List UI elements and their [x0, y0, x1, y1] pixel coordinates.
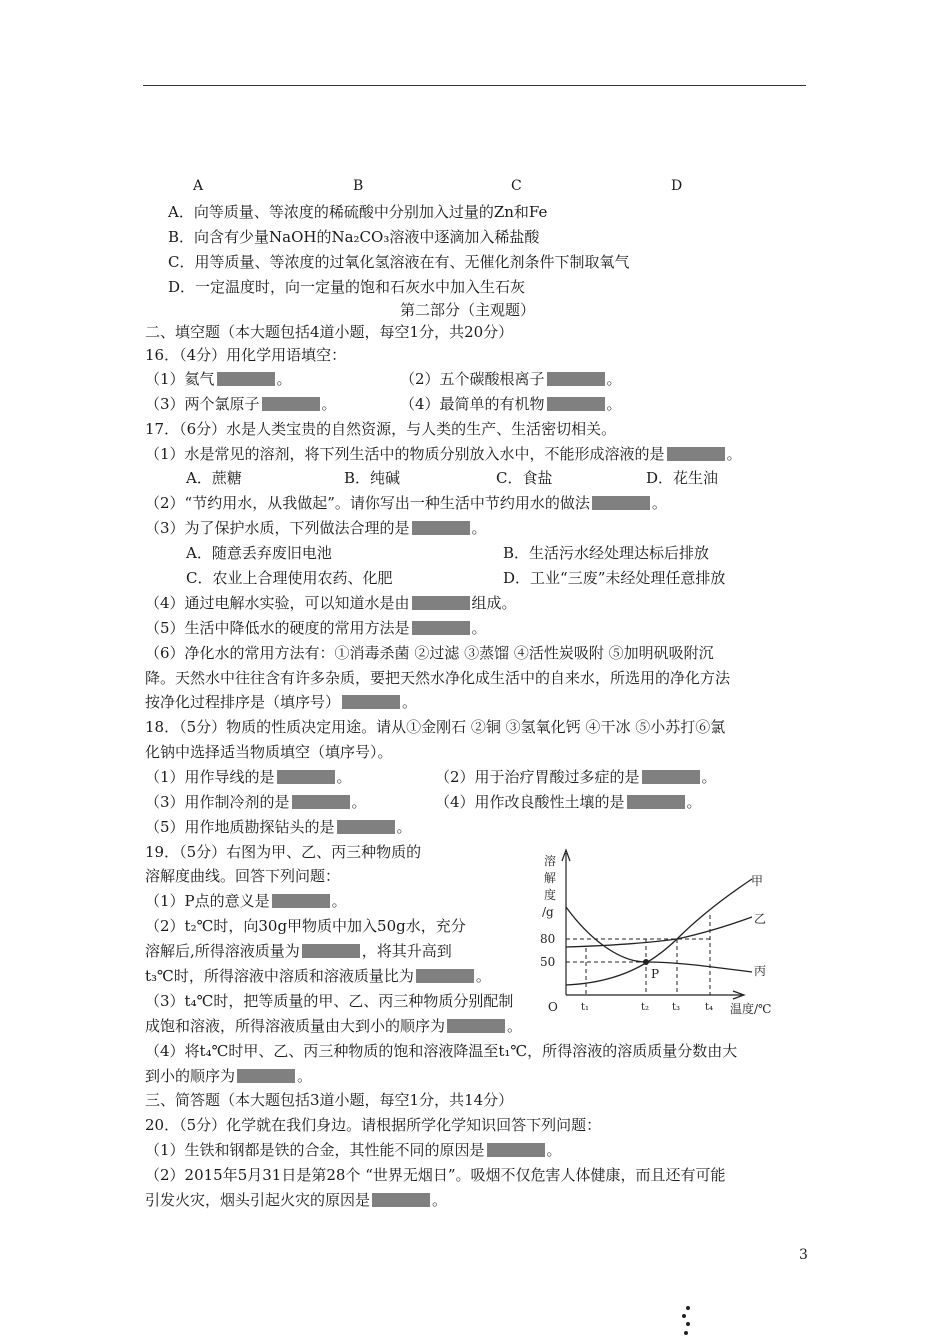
q18-item-3-text: （3）用作制冷剂的是 [145, 793, 290, 811]
origin-label: O [548, 1000, 558, 1014]
ylabel-4: /g [542, 905, 554, 919]
q19-line-5 [145, 941, 452, 961]
answer-blank[interactable] [447, 1019, 505, 1033]
answer-blank[interactable] [416, 969, 474, 983]
answer-blank[interactable] [547, 397, 605, 411]
q16-item-4: （4）最简单的有机物 。 [400, 395, 622, 413]
q17-part-4-text: （4）通过电解水实验，可以知道水是由 [145, 594, 410, 612]
q15-option-d: D．一定温度时，向一定量的饱和石灰水中加入生石灰 [168, 278, 526, 296]
answer-blank[interactable] [337, 820, 395, 834]
q17-part-2: （2）“节约用水，从我做起”。请你写出一种生活中节约用水的做法 。 [145, 494, 667, 512]
answer-blank[interactable] [642, 770, 700, 784]
q18-item-1: （1）用作导线的是 。 [145, 768, 352, 786]
ylabel-3: 度 [544, 888, 557, 902]
q17-part-6-text: 按净化过程排序是（填序号） [145, 693, 341, 711]
part2-title: 第二部分（主观题） [400, 301, 536, 319]
q19-line-4: （2）t₂℃时，向30g甲物质中加入50g水，充分 [145, 917, 466, 935]
section3-heading: 三、简答题（本大题包括3道小题，每空1分，共14分） [145, 1091, 514, 1109]
x-tick-t3: t₃ [672, 1002, 681, 1013]
answer-blank[interactable] [667, 447, 725, 461]
answer-blank[interactable] [412, 521, 470, 535]
answer-blank[interactable] [372, 1193, 430, 1207]
answer-blank[interactable] [592, 496, 650, 510]
q19-line-10: 到小的顺序为 。 [145, 1067, 313, 1085]
q18-item-2: （2）用于治疗胃酸过多症的是 。 [435, 768, 717, 786]
q18-item-4: （4）用作改良酸性土壤的是 。 [435, 793, 702, 811]
q16-item-2-text: （2）五个碳酸根离子 [400, 370, 545, 388]
x-tick-t2: t₂ [641, 1002, 650, 1013]
q16-item-2: （2）五个碳酸根离子 。 [400, 370, 622, 388]
q18-item-5: （5）用作地质勘探钻头的是 。 [145, 818, 412, 836]
y-tick-50: 50 [540, 955, 556, 969]
q19-line-9: （4）将t₄℃时甲、乙、丙三种物质的饱和溶液降温至t₁℃，所得溶液的溶质质量分数由大 [145, 1042, 738, 1060]
ylabel-2: 解 [544, 871, 557, 885]
q17-part-3-text: （3）为了保护水质，下列做法合理的是 [145, 519, 410, 537]
q15-option-b: B．向含有少量NaOH的Na₂CO₃溶液中逐滴加入稀盐酸 [168, 228, 540, 246]
q19-line-1: 19．（5分）右图为甲、乙、丙三种物质的 [145, 843, 422, 861]
answer-blank[interactable] [547, 372, 605, 386]
q16-item-3-text: （3）两个氯原子 [145, 395, 260, 413]
q19-line-5-text: 溶解后,所得溶液质量为 [145, 942, 300, 960]
q20-part-2-line-2: 引发火灾，烟头引起火灾的原因是 。 [145, 1191, 448, 1209]
answer-blank[interactable] [262, 397, 320, 411]
q19-line-5-tail: ，将其升高到 [361, 942, 452, 960]
q17-p1-option-c: C．食盐 [496, 469, 553, 487]
answer-blank[interactable] [277, 770, 335, 784]
q18-item-2-text: （2）用于治疗胃酸过多症的是 [435, 768, 640, 786]
q17-part-1-text: （1）水是常见的溶剂，将下列生活中的物质分别放入水中，不能形成溶液的是 [145, 445, 665, 463]
q16-stem: 16．（4分）用化学用语填空： [145, 346, 347, 364]
q17-p3-option-b: B．生活污水经处理达标后排放 [503, 544, 710, 562]
q17-part-6-line-3: 按净化过程排序是（填序号） 。 [145, 693, 418, 711]
q19-line-3-text: （1）P点的意义是 [145, 892, 270, 910]
q16-item-1-text: （1）氦气 [145, 370, 215, 388]
q20-part-2-text: 引发火灾，烟头引起火灾的原因是 [145, 1191, 371, 1209]
q17-part-2-text: （2）“节约用水，从我做起”。请你写出一种生活中节约用水的做法 [145, 494, 590, 512]
q20-part-2-line-1: （2）2015年5月31日是第28个 “世界无烟日”。吸烟不仅危害人体健康，而且还有可能 [145, 1166, 726, 1184]
q20-part-1: （1）生铁和钢都是铁的合金，其性能不同的原因是 。 [145, 1141, 562, 1159]
label-yi: 乙 [754, 912, 767, 926]
q17-part-5: （5）生活中降低水的硬度的常用方法是 。 [145, 619, 487, 637]
label-bing: 丙 [754, 964, 767, 978]
q20-stem: 20．（5分）化学就在我们身边。请根据所学化学知识回答下列问题： [145, 1116, 602, 1134]
q18-item-3: （3）用作制冷剂的是 。 [145, 793, 367, 811]
x-tick-t4: t₄ [705, 1002, 714, 1013]
q19-line-8-text: 成饱和溶液，所得溶液质量由大到小的顺序为 [145, 1017, 446, 1035]
label-d: D [671, 178, 683, 194]
answer-blank[interactable] [302, 944, 360, 958]
answer-blank[interactable] [412, 621, 470, 635]
q15-option-a: A．向等质量、等浓度的稀硫酸中分别加入过量的Zn和Fe [168, 203, 548, 221]
q19-line-8: 成饱和溶液，所得溶液质量由大到小的顺序为 。 [145, 1017, 523, 1035]
q19-line-3: （1）P点的意义是 。 [145, 892, 347, 910]
page-number: 3 [799, 1247, 808, 1263]
q20-part-1-text: （1）生铁和钢都是铁的合金，其性能不同的原因是 [145, 1141, 485, 1159]
q17-p3-option-c: C．农业上合理使用农药、化肥 [186, 569, 393, 587]
header-rule [143, 85, 806, 86]
answer-blank[interactable] [487, 1143, 545, 1157]
q17-p1-option-a: A．蔗糖 [186, 469, 242, 487]
q18-item-5-text: （5）用作地质勘探钻头的是 [145, 818, 335, 836]
q18-item-4-text: （4）用作改良酸性土壤的是 [435, 793, 625, 811]
q16-item-1: （1）氦气 。 [145, 370, 292, 388]
q17-part-6-line-1: （6）净化水的常用方法有：①消毒杀菌 ②过滤 ③蒸馏 ④活性炭吸附 ⑤加明矾吸附沉 [145, 644, 714, 662]
q19-line-6-text: t₃℃时，所得溶液中溶质和溶液质量比为 [145, 967, 414, 985]
q17-part-3: （3）为了保护水质，下列做法合理的是 。 [145, 519, 487, 537]
point-p [643, 959, 649, 965]
q17-part-5-text: （5）生活中降低水的硬度的常用方法是 [145, 619, 410, 637]
section2-heading: 二、填空题（本大题包括4道小题，每空1分，共20分） [145, 323, 514, 341]
label-b: B [353, 178, 364, 194]
label-jia: 甲 [751, 874, 764, 888]
q19-line-7: （3）t₄℃时，把等质量的甲、乙、丙三种物质分别配制 [145, 992, 514, 1010]
label-c: C [511, 178, 522, 194]
answer-blank[interactable] [627, 795, 685, 809]
answer-blank[interactable] [412, 596, 470, 610]
answer-blank[interactable] [272, 894, 330, 908]
q19-line-10-text: 到小的顺序为 [145, 1067, 236, 1085]
answer-blank[interactable] [292, 795, 350, 809]
label-p: P [651, 967, 660, 981]
q17-p1-option-d: D．花生油 [646, 469, 719, 487]
ylabel-1: 溶 [544, 854, 557, 868]
answer-blank[interactable] [342, 695, 400, 709]
x-tick-t1: t₁ [581, 1002, 590, 1013]
q18-stem-line-1: 18．（5分）物质的性质决定用途。请从①金刚石 ②铜 ③氢氧化钙 ④干冰 ⑤小苏打⑥氯 [145, 718, 726, 736]
q16-item-4-text: （4）最简单的有机物 [400, 395, 545, 413]
q17-p1-option-b: B．纯碱 [344, 469, 401, 487]
q19-line-2: 溶解度曲线。回答下列问题： [145, 867, 341, 885]
q17-part-4 [145, 593, 517, 613]
q16-item-3: （3）两个氯原子 。 [145, 395, 337, 413]
q15-option-c: C．用等质量、等浓度的过氧化氢溶液在有、无催化剂条件下制取氧气 [168, 253, 630, 271]
solubility-curve-graph [530, 845, 790, 1025]
q17-p3-option-d: D．工业“三废”未经处理任意排放 [503, 569, 726, 587]
q17-p3-option-a: A．随意丢弃废旧电池 [186, 544, 332, 562]
q17-part-4-tail: 组成。 [471, 594, 517, 612]
q18-item-1-text: （1）用作导线的是 [145, 768, 275, 786]
q17-part-1: （1）水是常见的溶剂，将下列生活中的物质分别放入水中，不能形成溶液的是 。 [145, 445, 742, 463]
answer-blank[interactable] [237, 1069, 295, 1083]
q19-line-6: t₃℃时，所得溶液中溶质和溶液质量比为 。 [145, 967, 491, 985]
answer-blank[interactable] [217, 372, 275, 386]
curve-yi [566, 917, 752, 947]
label-a: A [193, 178, 204, 194]
q17-part-6-line-2: 降。天然水中往往含有许多杂质，要把天然水净化成生活中的自来水，所选用的净化方法 [145, 669, 731, 687]
xlabel: 温度/℃ [730, 1002, 772, 1016]
y-tick-80: 80 [540, 932, 556, 946]
q17-stem: 17．（6分）水是人类宝贵的自然资源，与人类的生产、生活密切相关。 [145, 420, 617, 438]
q18-stem-line-2: 化钠中选择适当物质填空（填序号）。 [145, 743, 393, 761]
